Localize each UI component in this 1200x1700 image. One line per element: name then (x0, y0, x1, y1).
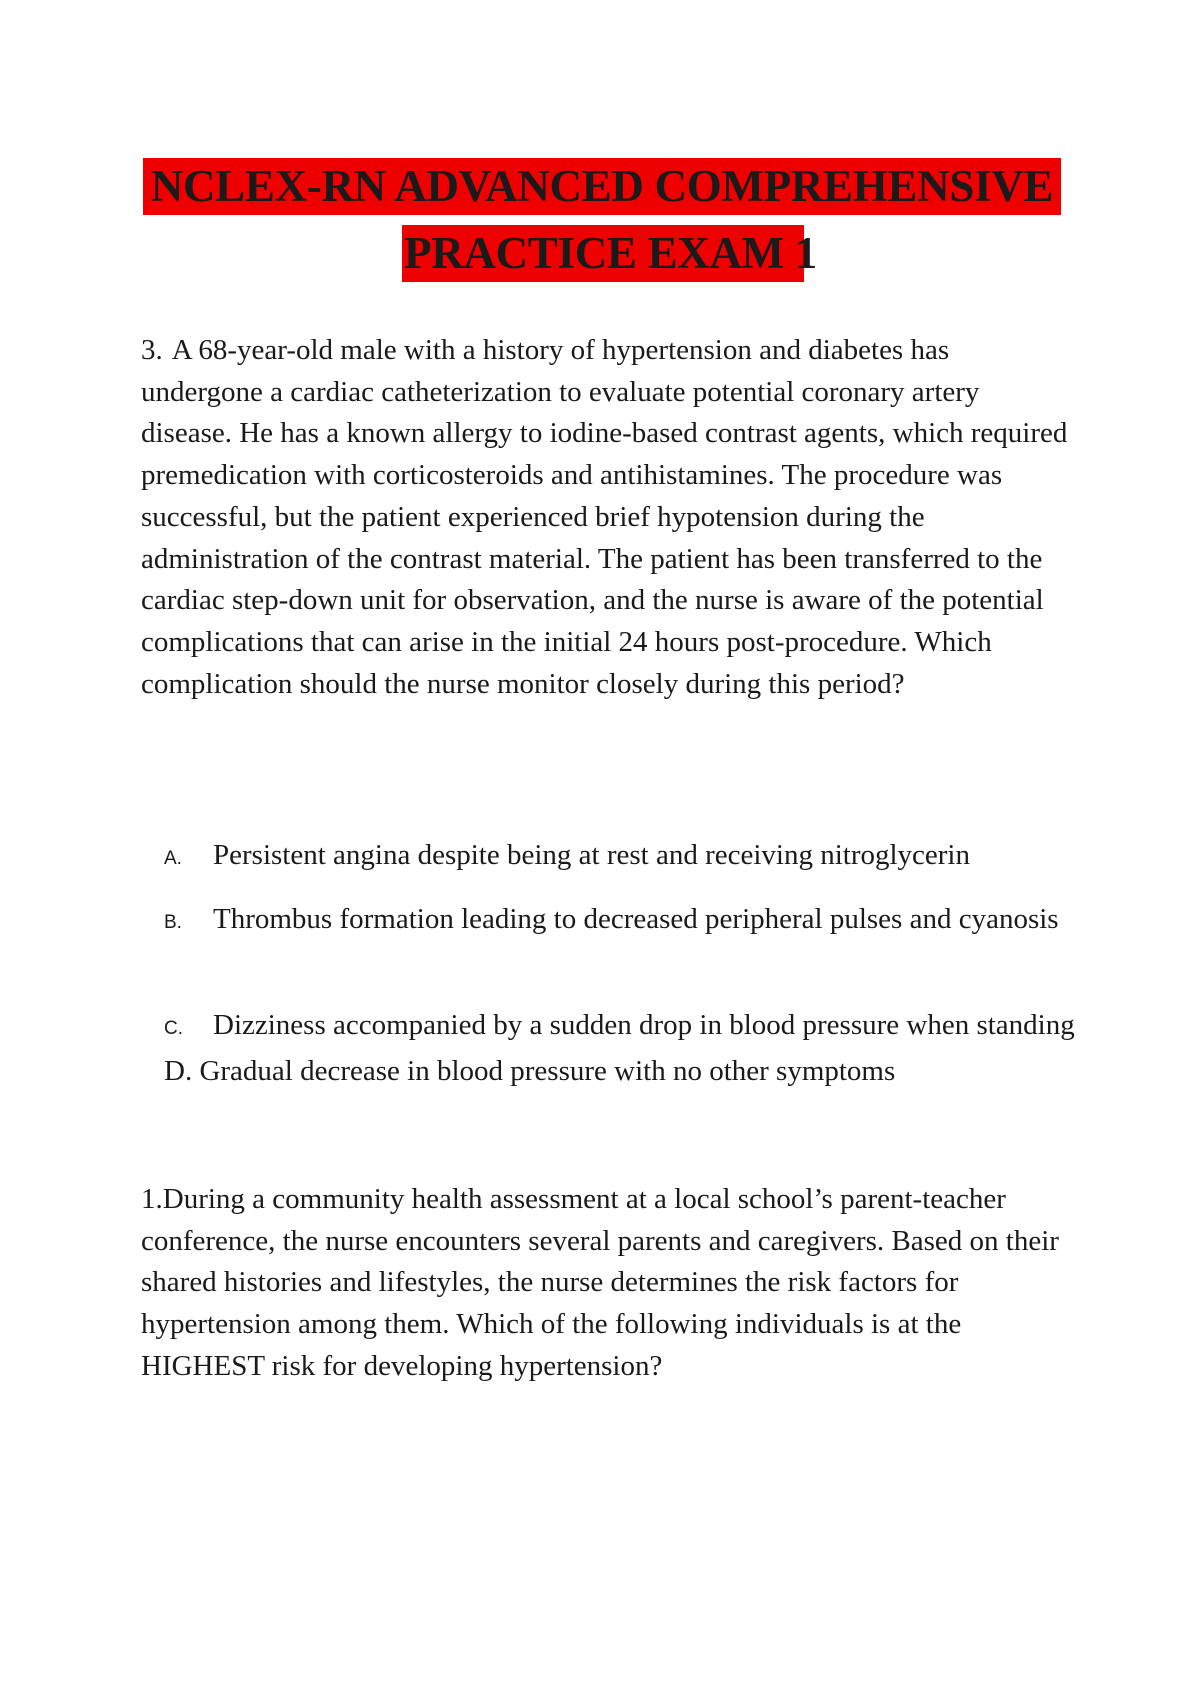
option-b-letter: B. (164, 912, 182, 933)
question-3-stem: A 68-year-old male with a history of hypertension and diabetes has undergone a cardiac catheterization to evaluate potential coronary artery disease. He has a known allergy to iodine-based contrast agents, which required premedication with corticosteroids and antihistamines. The procedure was successful, but the patient experienced brief hypotension during the administration of the contrast material. The patient has been transferred to the cardiac step-down unit for observation, and the nurse is aware of the potential complications that can arise in the initial 24 hours post-procedure. Which complication should the nurse monitor closely during this period? (141, 334, 1068, 700)
option-a-letter: A. (164, 848, 182, 869)
option-a-text: Persistent angina despite being at rest and receiving nitroglycerin (213, 839, 970, 871)
question-1-stem: 1.During a community health assessment at a local school’s parent-teacher conference, the nurse encounters several parents and caregivers. Based on their shared histories and lifestyles, the nurse determines the risk factors for hypertension among them. Which of the following individuals is at the HIGHEST risk for developing hypertension? (141, 1183, 1059, 1382)
title-line-1: NCLEX-RN ADVANCED COMPREHENSIVE (143, 158, 1061, 215)
title-line-2: PRACTICE EXAM 1 (402, 225, 804, 282)
question-3 (141, 330, 1071, 705)
option-c[interactable] (164, 1004, 1084, 1092)
option-b[interactable] (164, 898, 1084, 944)
option-c-letter: C. (164, 1018, 183, 1039)
question-3-number: 3. (141, 334, 163, 366)
question-1 (141, 1179, 1071, 1388)
option-a[interactable] (164, 834, 1084, 880)
option-b-text: Thrombus formation leading to decreased peripheral pulses and cyanosis (213, 903, 1059, 935)
option-c-text: Dizziness accompanied by a sudden drop in blood pressure when standing D. Gradual decrease in blood pressure with no other symptoms (164, 1009, 1075, 1087)
